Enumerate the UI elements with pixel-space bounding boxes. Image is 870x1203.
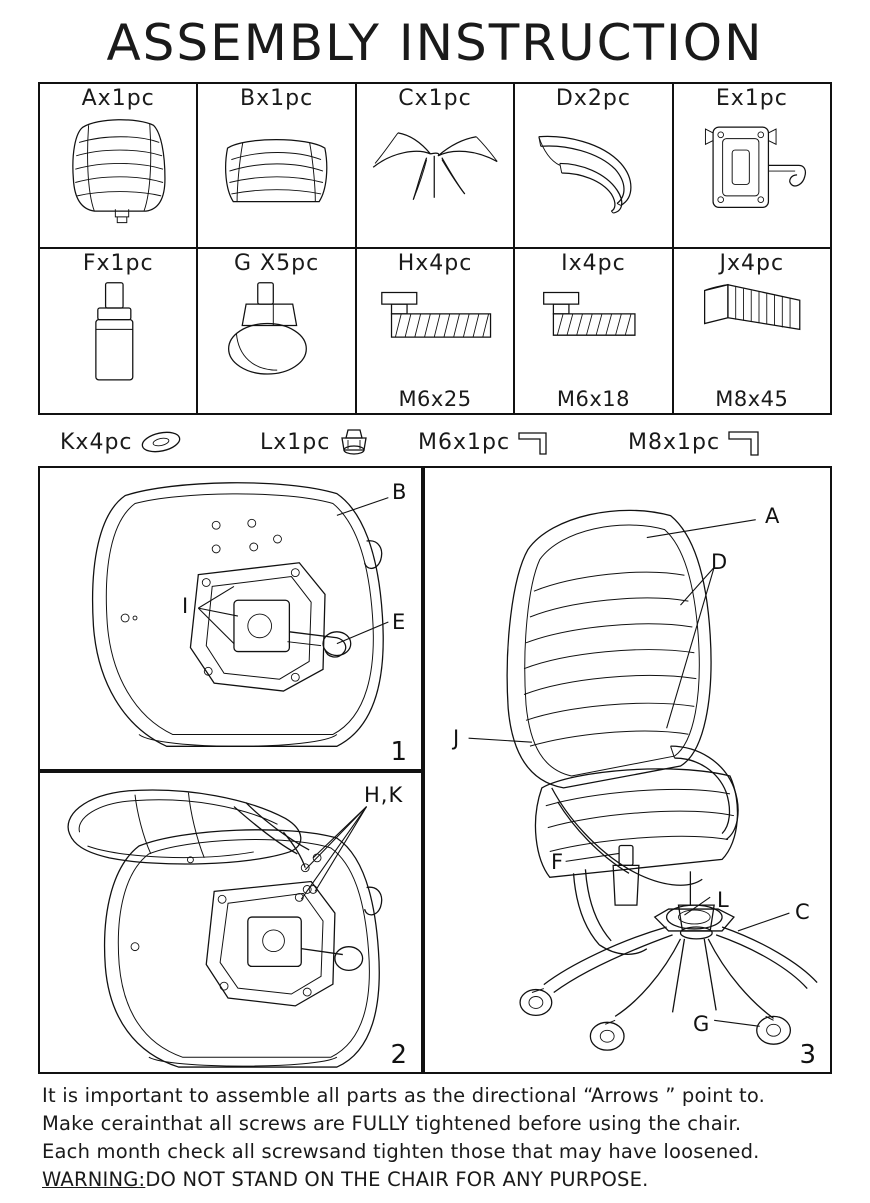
footer-notes <box>42 1082 842 1194</box>
callout-d: D <box>711 550 729 574</box>
callout-c: C <box>795 900 811 924</box>
step-panels <box>38 466 832 1074</box>
part-cell-i <box>515 249 673 414</box>
part-label-i: Ix4pc <box>561 250 626 276</box>
note-line-3: Each month check all screwsand tighten those that may have loosened. <box>42 1140 760 1163</box>
part-cell-d <box>515 84 673 247</box>
step-number-1: 1 <box>390 737 407 767</box>
small-part-label-k: Kx4pc <box>60 429 133 455</box>
callout-l: L <box>717 888 730 912</box>
parts-table <box>38 82 832 415</box>
small-part-label-l: Lx1pc <box>260 429 331 455</box>
gas-lift-cylinder-icon <box>40 275 196 392</box>
part-label-f: Fx1pc <box>82 250 154 276</box>
small-part-label-m6: M6x1pc <box>418 429 511 455</box>
note-line-1: It is important to assemble all parts as the directional “Arrows ” point to. <box>42 1084 766 1107</box>
part-size-j: M8x45 <box>715 387 789 411</box>
part-cell-a <box>40 84 198 247</box>
bolt-m6x25-icon <box>357 275 513 392</box>
callout-g: G <box>693 1012 711 1036</box>
step-panel-2 <box>38 771 423 1074</box>
small-part-k <box>60 420 183 464</box>
cylinder-cover-icon <box>336 426 372 458</box>
backrest-cushion-icon <box>40 110 196 225</box>
callout-i: I <box>182 594 190 618</box>
part-cell-e <box>674 84 830 247</box>
part-label-g: G X5pc <box>234 250 320 276</box>
part-label-b: Bx1pc <box>240 86 314 111</box>
warning-line <box>42 1166 842 1194</box>
callout-j: J <box>453 726 461 750</box>
part-cell-c <box>357 84 515 247</box>
callout-hk: H,K <box>364 783 404 807</box>
small-parts-row <box>38 420 832 464</box>
bolt-m8x45-icon <box>674 275 830 392</box>
warning-label: WARNING: <box>42 1168 146 1191</box>
allen-key-icon <box>726 425 770 459</box>
part-label-j: Jx4pc <box>719 250 785 276</box>
callout-e: E <box>392 610 407 634</box>
step-1-diagram <box>40 468 421 769</box>
part-label-e: Ex1pc <box>715 86 788 111</box>
washer-icon <box>139 427 183 457</box>
small-part-m6 <box>418 420 556 464</box>
step-number-2: 2 <box>390 1040 407 1070</box>
page-title: ASSEMBLY INSTRUCTION <box>106 14 764 72</box>
caster-wheel-icon <box>198 275 354 392</box>
note-line-2: Make cerainthat all screws are FULLY tightened before using the chair. <box>42 1112 742 1135</box>
bolt-m6x18-icon <box>515 275 671 392</box>
part-label-c: Cx1pc <box>398 86 472 111</box>
step-number-3: 3 <box>799 1040 816 1070</box>
callout-a: A <box>765 504 781 528</box>
part-size-h: M6x25 <box>398 387 472 411</box>
part-label-d: Dx2pc <box>555 86 631 111</box>
part-cell-b <box>198 84 356 247</box>
parts-row <box>40 84 830 249</box>
part-label-a: Ax1pc <box>81 86 155 111</box>
part-cell-j <box>674 249 830 414</box>
part-cell-h <box>357 249 515 414</box>
warning-text: DO NOT STAND ON THE CHAIR FOR ANY PURPOSE. <box>145 1168 649 1191</box>
seat-cushion-icon <box>198 110 354 225</box>
callout-f: F <box>551 850 565 874</box>
five-star-base-icon <box>357 110 513 225</box>
callout-b: B <box>392 480 408 504</box>
step-3-diagram <box>425 468 830 1072</box>
part-cell-f <box>40 249 198 414</box>
small-part-label-m8: M8x1pc <box>628 429 721 455</box>
step-panel-3 <box>423 466 832 1074</box>
small-part-l <box>260 420 372 464</box>
step-2-diagram <box>40 773 421 1072</box>
parts-row <box>40 249 830 414</box>
allen-key-icon <box>516 426 556 458</box>
step-panel-1 <box>38 466 423 771</box>
armrest-pair-icon <box>515 110 671 225</box>
tilt-mechanism-icon <box>674 110 830 225</box>
small-part-m8 <box>628 420 770 464</box>
part-label-h: Hx4pc <box>397 250 473 276</box>
part-cell-g <box>198 249 356 414</box>
part-size-i: M6x18 <box>556 387 630 411</box>
